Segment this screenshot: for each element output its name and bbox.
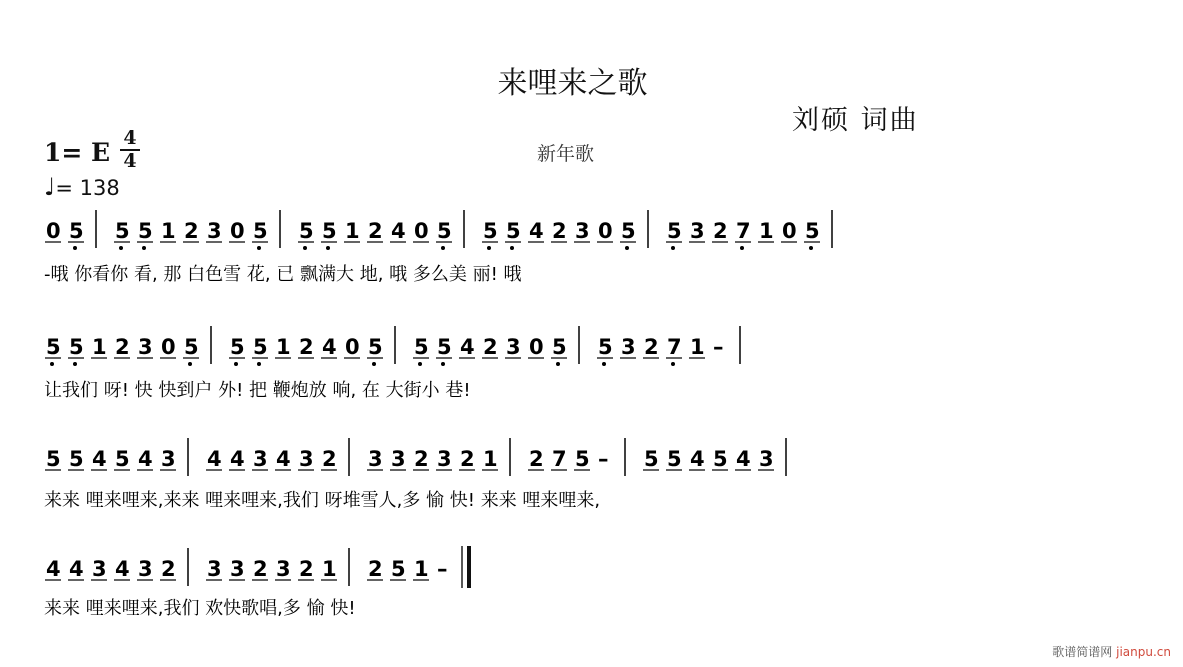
note: 5 xyxy=(69,447,84,471)
note: 4 xyxy=(138,447,153,471)
time-signature-top: 4 xyxy=(123,127,137,149)
octave-dot-below xyxy=(556,362,560,366)
note: 5 xyxy=(805,219,820,243)
note: 0 xyxy=(230,219,245,243)
note: 3 xyxy=(253,447,268,471)
note: 4 xyxy=(529,219,544,243)
note: 5 xyxy=(138,219,153,243)
note: 7 xyxy=(667,335,682,359)
note: 2 xyxy=(299,557,314,581)
note: 3 xyxy=(276,557,291,581)
note: 3 xyxy=(575,219,590,243)
octave-dot-below xyxy=(234,362,238,366)
octave-dot-below xyxy=(119,246,123,250)
octave-dot-below xyxy=(510,246,514,250)
note: 2 xyxy=(115,335,130,359)
note: 3 xyxy=(230,557,245,581)
note: 2 xyxy=(460,447,475,471)
note: 3 xyxy=(437,447,452,471)
note: – xyxy=(713,335,724,359)
song-title: 来哩来之歌 xyxy=(497,66,648,101)
octave-dot-below xyxy=(418,362,422,366)
note: 2 xyxy=(713,219,728,243)
note: 5 xyxy=(552,335,567,359)
note: 5 xyxy=(667,219,682,243)
note: 3 xyxy=(690,219,705,243)
note: 5 xyxy=(713,447,728,471)
note: 3 xyxy=(207,557,222,581)
octave-dot-below xyxy=(809,246,813,250)
octave-dot-below xyxy=(671,246,675,250)
note: – xyxy=(437,557,448,581)
note: 3 xyxy=(161,447,176,471)
note: 1 xyxy=(759,219,774,243)
note: 1 xyxy=(483,447,498,471)
octave-dot-below xyxy=(257,246,261,250)
note: 3 xyxy=(759,447,774,471)
octave-dot-below xyxy=(142,246,146,250)
note: 4 xyxy=(690,447,705,471)
note: 5 xyxy=(299,219,314,243)
note: 2 xyxy=(529,447,544,471)
note: 5 xyxy=(253,219,268,243)
note: 5 xyxy=(46,335,61,359)
note: 2 xyxy=(414,447,429,471)
octave-dot-below xyxy=(73,362,77,366)
note: 2 xyxy=(644,335,659,359)
note: 5 xyxy=(506,219,521,243)
note: 5 xyxy=(483,219,498,243)
note: 0 xyxy=(414,219,429,243)
octave-dot-below xyxy=(441,246,445,250)
note: 1 xyxy=(92,335,107,359)
note: 5 xyxy=(69,219,84,243)
site-watermark xyxy=(1052,643,1171,660)
quarter-note-icon: ♩ xyxy=(44,173,56,201)
note: 4 xyxy=(207,447,222,471)
note: 5 xyxy=(575,447,590,471)
note: 2 xyxy=(184,219,199,243)
note: 3 xyxy=(207,219,222,243)
octave-dot-below xyxy=(487,246,491,250)
lyric-line: 来来 哩来哩来,来来 哩来哩来,我们 呀堆雪人,多 愉 快! 来来 哩来哩来, xyxy=(44,490,601,511)
note: 5 xyxy=(414,335,429,359)
note: 1 xyxy=(690,335,705,359)
note: 2 xyxy=(161,557,176,581)
note: 3 xyxy=(299,447,314,471)
note: 2 xyxy=(368,557,383,581)
note: 1 xyxy=(345,219,360,243)
note: 3 xyxy=(506,335,521,359)
octave-dot-below xyxy=(326,246,330,250)
note: 3 xyxy=(391,447,406,471)
note: 4 xyxy=(46,557,61,581)
note: 5 xyxy=(46,447,61,471)
note: 5 xyxy=(437,219,452,243)
note: 4 xyxy=(69,557,84,581)
octave-dot-below xyxy=(257,362,261,366)
site-name: 歌谱简谱网 xyxy=(1052,645,1113,659)
note: 5 xyxy=(391,557,406,581)
note: 0 xyxy=(529,335,544,359)
note: 4 xyxy=(230,447,245,471)
octave-dot-below xyxy=(73,246,77,250)
key-signature: 1= E xyxy=(44,138,111,167)
note: 5 xyxy=(115,447,130,471)
note: 5 xyxy=(598,335,613,359)
note: 1 xyxy=(322,557,337,581)
octave-dot-below xyxy=(50,362,54,366)
note: 3 xyxy=(138,557,153,581)
note: 1 xyxy=(414,557,429,581)
site-domain: jianpu.cn xyxy=(1116,645,1171,659)
note: 5 xyxy=(621,219,636,243)
note: 4 xyxy=(391,219,406,243)
note: 2 xyxy=(483,335,498,359)
note: 5 xyxy=(322,219,337,243)
note: 2 xyxy=(552,219,567,243)
note: 5 xyxy=(644,447,659,471)
octave-dot-below xyxy=(740,246,744,250)
note: 0 xyxy=(161,335,176,359)
note: 1 xyxy=(276,335,291,359)
note: 2 xyxy=(299,335,314,359)
song-subtitle: 新年歌 xyxy=(537,143,595,165)
note: 5 xyxy=(437,335,452,359)
note: 5 xyxy=(253,335,268,359)
note: 5 xyxy=(667,447,682,471)
note: 0 xyxy=(46,219,61,243)
note: 0 xyxy=(782,219,797,243)
octave-dot-below xyxy=(372,362,376,366)
note: 4 xyxy=(92,447,107,471)
note: 5 xyxy=(230,335,245,359)
note: 4 xyxy=(460,335,475,359)
time-signature-bottom: 4 xyxy=(123,150,137,172)
note: 4 xyxy=(322,335,337,359)
octave-dot-below xyxy=(441,362,445,366)
octave-dot-below xyxy=(625,246,629,250)
note: 0 xyxy=(598,219,613,243)
note: 7 xyxy=(552,447,567,471)
note: 3 xyxy=(368,447,383,471)
lyric-line: 让我们 呀! 快 快到户 外! 把 鞭炮放 响, 在 大街小 巷! xyxy=(44,380,471,401)
octave-dot-below xyxy=(602,362,606,366)
note: 5 xyxy=(115,219,130,243)
octave-dot-below xyxy=(188,362,192,366)
note: 5 xyxy=(184,335,199,359)
note: 7 xyxy=(736,219,751,243)
note: 4 xyxy=(736,447,751,471)
note: 2 xyxy=(322,447,337,471)
note: 3 xyxy=(138,335,153,359)
tempo-value: = 138 xyxy=(55,176,120,200)
note: 3 xyxy=(621,335,636,359)
lyric-line: 来来 哩来哩来,我们 欢快歌唱,多 愉 快! xyxy=(44,598,356,619)
note: 2 xyxy=(368,219,383,243)
note: 5 xyxy=(69,335,84,359)
note: 1 xyxy=(161,219,176,243)
note: 4 xyxy=(276,447,291,471)
note: 0 xyxy=(345,335,360,359)
note: 4 xyxy=(115,557,130,581)
note: – xyxy=(598,447,609,471)
lyric-line: -哦 你看你 看, 那 白色雪 花, 已 飘满大 地, 哦 多么美 丽! 哦 xyxy=(44,264,522,285)
octave-dot-below xyxy=(303,246,307,250)
note: 2 xyxy=(253,557,268,581)
note: 5 xyxy=(368,335,383,359)
author-credit: 刘硕 词曲 xyxy=(792,105,919,136)
octave-dot-below xyxy=(671,362,675,366)
note: 3 xyxy=(92,557,107,581)
